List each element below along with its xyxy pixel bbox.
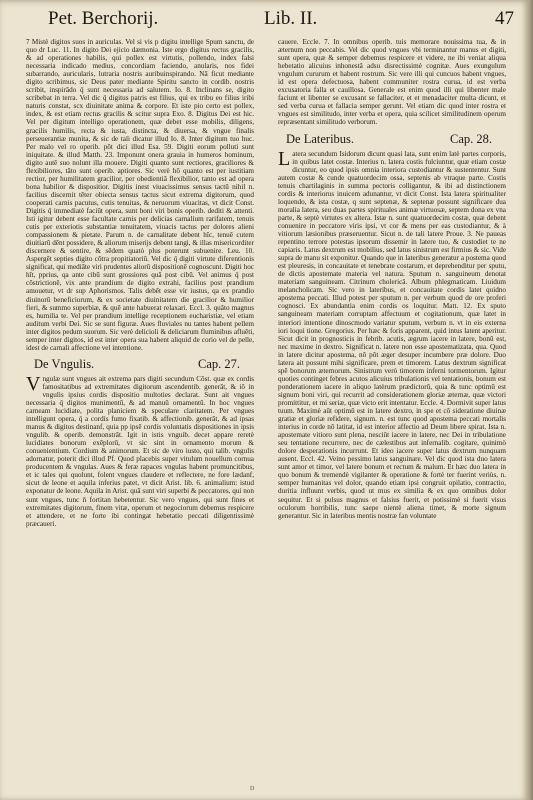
book-number: Lib. II. xyxy=(264,8,318,29)
chapter-heading-28 xyxy=(278,131,506,147)
paragraph-digiti: 7 Mistè digitos suos in auriculas. Vel si vis p digitu intellige Spum sanctu, de quo dr Luc. 11. In digito Dei ejicio dæmonia. Iste ergo digitus rectus gracilis, & ad operationes habilis, qui pollex est virtutis, pollendo, index falsi necessaria indicado medius, concordiam faciendo, anularis, nos fidei subarrando, auricularis, lutraria nostris auribuinspirando. Nā ficut mediante digito scribimus, sic Deus pater mediante Spiritu sancto in cordib. nostris scribit, inspirādo q̄ sunt necessaria ad salutem. Io. 8. Inclinans se, digito scribebat in terra. Vel dic q̄ digitus patris est filius, qui ex tribu eo filius iribi naturis constat, scx diuinitate anima & corpore. Et iste pio certo est pollex, index, & est etiam rectus gracilis & scitur supra Exo. 8. Digitus Dei est hic. Vel per digitum intelligo operationem, quæ debet esse mobilis, diligens, gracilis humilis, recta & iusta, distincta, & diuersa, & vngue finalis perseuerantiæ munita, & sic de tali dicatur illud Io. 8. Inter digitum tuo huc. Per malo vel ro operib. pōt dici illud Esa. 59. Digiti eorum polluti sunt iniquitate. & illud Matth. 23. Imponunt onera grauia in humeros hominum, digito autē suo nolunt illa mouere. Digiti quanto sunt rectiores, graciliores & flexibiliores, tāto sunt operib. aptiores. Sic verè hō quanto est per iustitiam rectior, per humilitatem gracilior, per obedientiā flexibilior, tanto est ad opera bona habilior & dispositior. Digitis inest viuacissimus sensus tactū nihil n. facilius discernit tēter obiecta sensus tactus sicut extrema digitorum, quod cooperati carnis pacutus, cutis tenuitas, & neruorum viuacitas, vt dicit Const. Digitis q̄ immediatè faciūt opera, sunt boni viri bonis operib. dediti & attenti. Isti igitur debent esse facultate carnis per delicias carnalium rarifatem, tenuis cutis per exteriotis substantiæ tenuitatem, viuacis tactus per dolores alieni compassionem & pietate. Parum n. de carnalitate debent hīc, tenuē cutem diuitiarū dēnt possidere, & aliorum miserijs debent tangi, & illas misericorditer discernere & sentire, & sēdem quatò plus poterunt subuenire. Leu. 10. Aspergēt septies digito cōtra propitiatoriū. Vel dic q̄ digiti virtute diferentionis significat, qui mediāte viri prudentes aliorū dispositionē cognoscunt. Digiti hoc hīt, pprius, qa ante cibū sunt grossiores quā post cibū. Vel animus q̄ post cōstrictionē, vix ante prandium de digito extrahi, facilius post prandium amouetur, vt dr sup Aphorismos. Talis debēt esse vir iustus, qa ex prandio diuinorū beneficiorum, & ex societate diuinitatem die gracilior & humilior fieri, & summo superbiæ, & quē ante habuerat relaxari. Eccl. 3. quāto magnus es, humilia te. Vel per prandium intellige receptionem eucharistiæ, vel etiam auditum verbi Dei. Sic se sunt figuræ. Aues fluviales nu tantes habent pellem inter digitos pedum suorum. Sic verè delicioli & deliciarum fluminibus afluēti, semper inter digitos, id est inter opera sua habent aliquid de corio vel de pelle, idest de carnali affectione vel intentione. xyxy=(26,38,254,352)
running-title: Pet. Berchorij. xyxy=(48,8,159,29)
page-number: 47 xyxy=(495,8,514,29)
signature-mark: D xyxy=(250,786,255,792)
chapter-28-text: atera secundum Isidorum dicunt quasi lata, sunt enim latè partes corporis, in quibus latet costæ. Interius n. latera costis fulciuntur, quæ etiam costæ dicuntur, eo quod ipsis omnia interiora custodiantur & sustententur. Sunt autem costæ & cunde quatuordecim ossa, septenis ab vtraque parte. Costis tenuis chartilaginis in summa pectoris colligantur, & ibi ad distinctionem cordis & interiorus inuicem adunantur, vt dicit Const. Ista latera spiritualiter loquendo, & ista costæ, q sunt septenæ, & septenæ possunt significare dua moralia latera, seu duas partes spirituales animæ virtuosæ, septem dona ex vna parte, & septè virtutes ex altera. Istæ n. sunt quatuordecim costæ, quæ debent conuenire in peccatore viris ipsi, vt cor & mens per eas custodiantur, & à vitiorum læsionibus præseruentur. Sicut n. de tali latere Proue. 3. Ne paueas repentino terrore potestas ipsorum dissemir in latere tuo, & custodiet te ne capiaris. Latus dextrum est mobilius, sed latus sinistrum est firmius & sic. Vide supra de manu sit exponitur. Quando que in lateribus generatur a postema quod est pleuresis, in concauitate et tenebrate costarum, et deprehenditur per sputu, de dictis apostemate materia vel natura. Sputum n. sanguineum denotat materiam sanguineam. Citrinum cholericâ. Album phlegmaticam. Liuidum melancholicam. Sic vero in lateribus, et concauitate cordis latet quidno apostema peccati. Illud potest per sputum n. per verbum quod de ore proferi cognosci. Ex abundantia enim cordis os loquitur. Matt. 12. Ex sputo sanguineam materiam corruptam affectuum et cogitationum, quæ latet in interiori intentione dinoscmodo variatur sputum, verbum n. vt in eis externa iori loqui tione. Gregorius. Per hæc & foris apparent, quid intus latent aperitur. Sicut dicit in prognosticis in febrib. acutis, ægrum iacere in latere, bonū est, nec maxime in dextro. Significat n. latere non esse apostematizata, qua. Quod in latere dicitur apostema, nō pōt æger desuper incumbere præ dolore. Duo latera ait possunt mihi significare, prem et timorem. Latus dextrum significat spē bonorum æternorum. Sinistrum verò timorem inferni tormentorum. Igitur quoties continget febres acutos alicuius tribulationis vel tentationis, bonum est ponderationem iacere in aliquo latèrum prædictorū, quia & tunc optimū est signum boni viri, qui recurrit ad considerationem gloriæ æternæ, quæ victori promittitur, et mi seriæ, quæ victo erit intentatur. Eccle. 4. Dormivit super latus tuum. Maximè aūt optimū est in latere dextro, in spe et cō sideratione diuinæ gratiæ et gloriæ refidere, signum. n. est tunc quod apostema peccati mortalis interius in corde nō latitat, id est interior affectio ad Deum libere spirat. Ista n. apostemate vitioro sunt plena, nesciūt iacere in latere, nec Dei in tribulatione seu tentatione recurrere, nec de cælestibus aut infernalib. cogitare, quinimò dolore desperationis incurrunt. Et ideo iacere super latus dextrum nunquam ausent. Eccl. 42. Veino pessimo latus sanguinare. Vel dic quod ista duo latera sunt amor et timor, vel latere bonum et rectum & malum. Et hæc duo latera in quo bonum & tremendè vigilanter & operatione & fortè ter fuerint veriùs, n. semper humanitas vel dolor, quando etiam ipsi congruit opilatio, contractio, duritia influunt verbis, quod ut mus ex similia & ex quo omnibus dolor sequitur. Et si pulsus magnus et falsius fuerit, et potissimè si fuerit visus oculorum horribilis, tunc saepe nientè aliena timet, & morte signum generantur. Sic in lateribus mentis nostræ fan voluntate xyxy=(278,149,506,520)
paragraph-vngues-cont: cauere. Eccle. 7. In omnibus operib. tuis memorare nouissima tua, & in æternum non peccabis. Vel dic quod vngues vbi terminantur manus et digiti, sunt opera, quæ & semper debemus respicere et videre, ne ibi veniat aliqua hebetatio alicuius inhonestâ adsu disrectissimè cognitæ. Aues exungulum vngulum cururum et habent rostrum. Sic vere illi qui cuncuos habent vngues, id est opera defectuosa, habent communiter rostra curua, id est verba excusatoria falla et cauillosa. Generale est enim quod illi qui libenter male faciunt et libenter se excusant se fallaciter, et et menadaciter multa dicunt, et sed verba curua et fallacia semper gerunt. Vel etiam dic quod inter rostra et vngues est similitudo, inter verba et opera, quia scilicet similitudinem operum repræsentant similitudo verborum. xyxy=(278,38,506,127)
chapter-number: Cap. 28. xyxy=(449,131,492,146)
chapter-title: De Vngulis. xyxy=(34,356,95,371)
chapter-heading-27 xyxy=(26,356,254,372)
running-header xyxy=(28,6,514,34)
chapter-27-text: ngulæ sunt vngues ait extrema pars digiti secundum Cōst. quæ ex cordis famositatibus ad extremitates digitorum ascendentib. generāt, & iō in vngulis ipsius cordis dispositio multoties declarat. Sunt ait vngues necessaria q̄ digitos munimentū, & ad manuū ornamentū. In hoc vngues carneam lucidiate, polita planiciem & speculare claritatem. Per vngues intelligunt opera, q̄ a cordis fumo fixatib. & affectionib. generāt, & ad ipsas manus & digitos destinanf, quia pp ipsē cordis voluntatis dispositiones in ipsis vngulib. & operib. demonstrāt. Igit in istis vnguib. decet appare reretè lucidiates bonorum exēplorū, vt sic sint in ornamento morum & conuenientium. Cordium & animorum. Et sic de viro iusto, qui talib. vngulis adornatur, poterit dici illud Pf. Quod placebis super vitulum nouellum cornua producentem & vngulas. Aues & feræ rapaces vngulas habent promuncitibus, et ic tales qui quolunt, folent vngues claudere et reflectere, ne fore lædanf, sicut de leone et aquila inferius patet, vt dicit Arist. lib. 6. animalium: istud exponatur de leone. Aquila in Arist. quā sunt viri superbi & peccatores, qui non sunt vngues, tunc n̄ fortitan hebetentur. Sic vero vngues, qui sunt fines et extremitates digitorum, finem vitæ, operum et negociorum debemus respicere et attendere, et ne forte ibi contingat hebetatio peccati diligentissimè præcaueri. xyxy=(26,374,254,528)
chapter-title: De Lateribus. xyxy=(286,131,355,146)
chapter-27-body xyxy=(26,372,254,528)
drop-cap: V xyxy=(26,372,41,395)
right-column xyxy=(278,38,506,790)
chapter-28-body xyxy=(278,147,506,520)
chapter-number: Cap. 27. xyxy=(197,356,240,371)
page-edge xyxy=(528,0,533,800)
drop-cap: L xyxy=(278,147,291,170)
left-column xyxy=(26,38,254,790)
